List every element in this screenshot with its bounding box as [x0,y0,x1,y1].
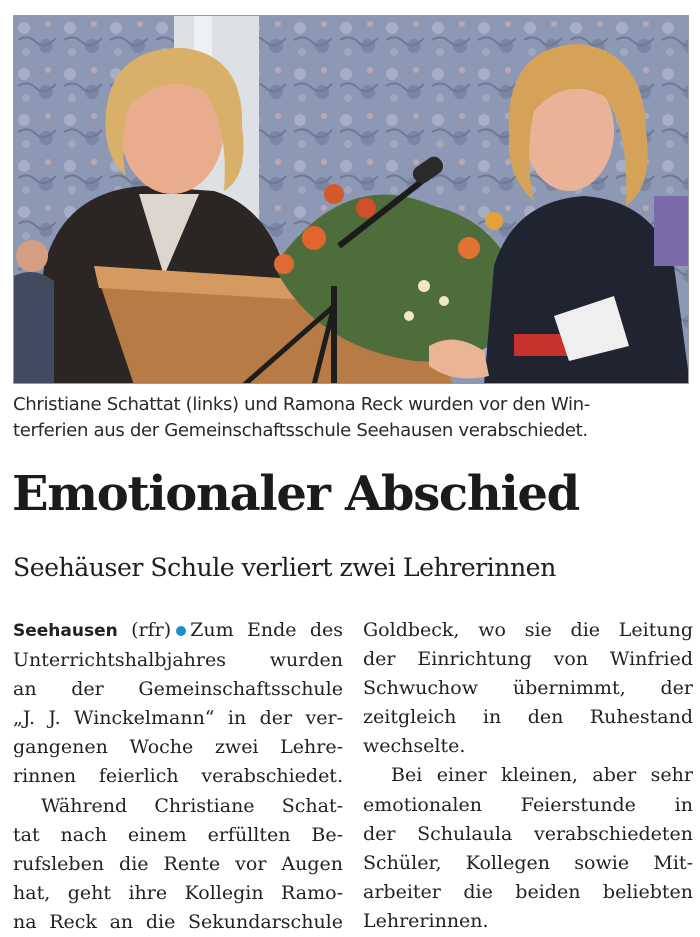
subheadline: Seehäuser Schule verliert zwei Lehrerinnen [13,553,556,582]
article-line: Während Christiane Schat- [41,794,343,817]
article-line: wechselte. [363,735,466,758]
article-line: Schwuchow übernimmt, der [363,677,693,700]
article-line: Seehausen (rfr) Zum Ende des [13,619,343,641]
source-tag: (rfr) [131,619,172,641]
article-line: der Einrichtung von Winfried [363,648,693,671]
article-line: arbeiter die beiden beliebten [363,880,693,903]
article-column-right [363,616,693,936]
article-line: gangenen Woche zwei Lehre- [13,736,343,759]
article-line: „J. J. Winckelmann“ in der ver- [13,707,343,730]
photo-caption [13,392,689,444]
photo-two-women-at-lectern [14,16,689,384]
bullet-dot-icon [176,626,186,636]
article-photo [13,15,689,384]
article-line: Bei einer kleinen, aber sehr [391,764,693,787]
article-line: rinnen feierlich verabschiedet. [13,765,343,788]
caption-line: terferien aus der Gemeinschaftsschule Seehausen verabschiedet. [13,420,588,441]
article-line: zeitgleich in den Ruhestand [363,706,693,729]
article-line: tat nach einem erfüllten Be- [13,823,343,846]
article-column-left [13,616,343,937]
caption-line: Christiane Schattat (links) und Ramona Reck wurden vor den Win- [13,394,590,415]
article-line: Schüler, Kollegen sowie Mit- [363,851,693,874]
article-line: Lehrerinnen. [363,909,489,932]
dateline: Seehausen [13,621,118,641]
article-line: der Schulaula verabschiedeten [363,822,693,845]
article-line: hat, geht ihre Kollegin Ramo- [13,881,343,904]
article-line: emotionalen Feierstunde in [363,793,693,816]
headline: Emotionaler Abschied [12,466,579,522]
article-line: an der Gemeinschaftsschule [13,678,343,701]
article-line: Goldbeck, wo sie die Leitung [363,619,693,641]
article-line: Unterrichtshalbjahres wurden [13,649,343,672]
article-line: na Reck an die Sekundarschule [13,910,343,933]
article-line: rufsleben die Rente vor Augen [13,852,343,875]
